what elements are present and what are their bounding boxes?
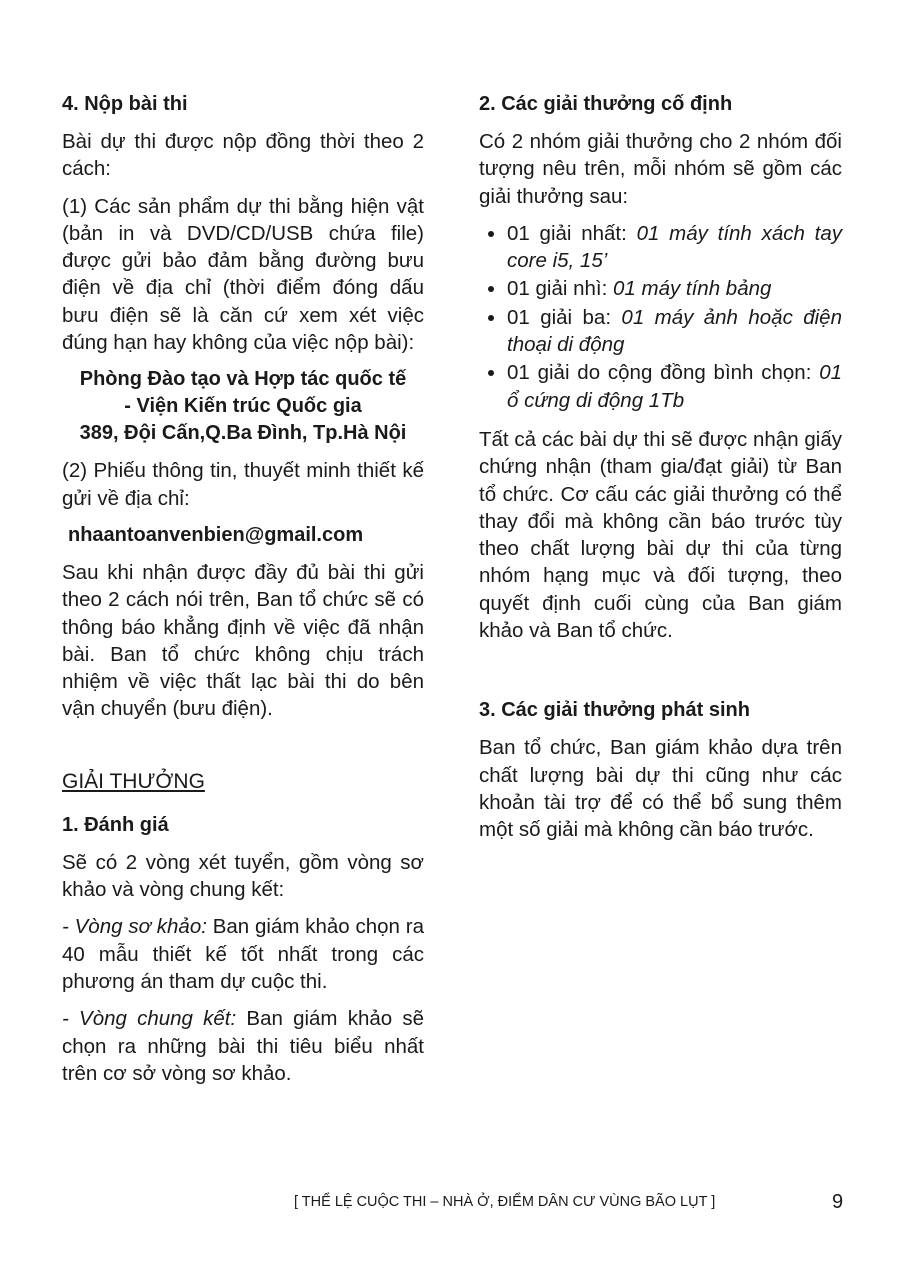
list-item: • 01 giải nhì: 01 máy tính bảng (507, 275, 842, 302)
paragraph-vong-chung-ket: - Vòng chung kết: Ban giám khảo sẽ chọn ra những bài thi tiêu biểu nhất trên cơ sở vòng sơ khảo. (62, 1007, 425, 1085)
label-vong-chung-ket: - Vòng chung kết: (62, 1007, 237, 1031)
paragraph: Bài dự thi được nộp đồng thời theo 2 cách: (62, 130, 424, 181)
list-item: • 01 giải do cộng đồng bình chọn: 01 ổ cứng di động 1Tb (507, 359, 842, 414)
page-number: 9 (832, 1191, 844, 1213)
address-line-3: 389, Đội Cấn,Q.Ba Đình, Tp.Hà Nội (79, 422, 407, 445)
heading-giai-thuong-phat-sinh: 3. Các giải thưởng phát sinh (479, 699, 750, 722)
paragraph: Ban tổ chức, Ban giám khảo dựa trên chất lượng bài dự thi cũng như các khoản tài trợ để có thể bổ sung thêm một số giải mà không cần báo trước. (479, 736, 842, 842)
heading-nop-bai-thi: 4. Nộp bài thi (62, 93, 188, 115)
section-title-giai-thuong: GIẢI THƯỞNG (62, 769, 205, 793)
list-item: • 01 giải nhất: 01 máy tính xách tay core i5, 15’ (507, 220, 842, 275)
paragraph: (1) Các sản phẩm dự thi bằng hiện vật (bản in và DVD/CD/USB chứa file) được gửi bảo đảm bằng đường bưu điện về địa chỉ (thời điểm đóng dấu bưu điện sẽ là căn cứ xem xét việc đúng hạn hay không của việc nộp bài): (62, 194, 424, 355)
label-vong-so-khao: - Vòng sơ khảo: (62, 915, 207, 939)
footer-title: [ THỂ LỆ CUỘC THI – NHÀ Ở, ĐIỂM DÂN CƯ VÙNG BÃO LỤT ] (294, 1194, 716, 1210)
left-column (62, 90, 424, 1097)
list-item: • 01 giải ba: 01 máy ảnh hoặc điện thoại di động (507, 304, 842, 359)
page-footer (294, 1188, 854, 1216)
address-line-1: Phòng Đào tạo và Hợp tác quốc tế (79, 368, 407, 391)
heading-danh-gia: 1. Đánh giá (62, 813, 169, 836)
right-column (479, 90, 842, 854)
address-block (62, 366, 424, 447)
prize-list (479, 220, 842, 414)
address-line-2: - Viện Kiến trúc Quốc gia (124, 395, 362, 418)
paragraph: Có 2 nhóm giải thưởng cho 2 nhóm đối tượng nêu trên, mỗi nhóm sẽ gồm các giải thưởng sau: (479, 130, 842, 208)
paragraph: Sẽ có 2 vòng xét tuyển, gồm vòng sơ khảo và vòng chung kết: (62, 850, 424, 902)
paragraph-vong-so-khao: - Vòng sơ khảo: Ban giám khảo chọn ra 40 mẫu thiết kế tốt nhất trong các phương án tham dự cuộc thi. (62, 915, 424, 993)
paragraph: Sau khi nhận được đầy đủ bài thi gửi theo 2 cách nói trên, Ban tổ chức sẽ có thông báo khẳng định về việc đã nhận bài. Ban tổ chức không chịu trách nhiệm về việc thất lạc bài thi do bên vận chuyển (bưu điện). (62, 560, 424, 721)
paragraph: (2) Phiếu thông tin, thuyết minh thiết kế gửi về địa chỉ: (62, 459, 424, 510)
paragraph: Tất cả các bài dự thi sẽ được nhận giấy chứng nhận (tham gia/đạt giải) từ Ban tổ chức. Cơ cấu các giải thưởng có thể thay đổi mà không cần báo trước tùy theo chất lượng bài dự thi của từng nhóm hạng mục và đối tượng, theo quyết định cuối cùng của Ban giám khảo và Ban tổ chức. (479, 427, 842, 643)
heading-giai-thuong-co-dinh: 2. Các giải thưởng cố định (479, 93, 733, 115)
email-address: nhaantoanvenbien@gmail.com (68, 523, 364, 546)
